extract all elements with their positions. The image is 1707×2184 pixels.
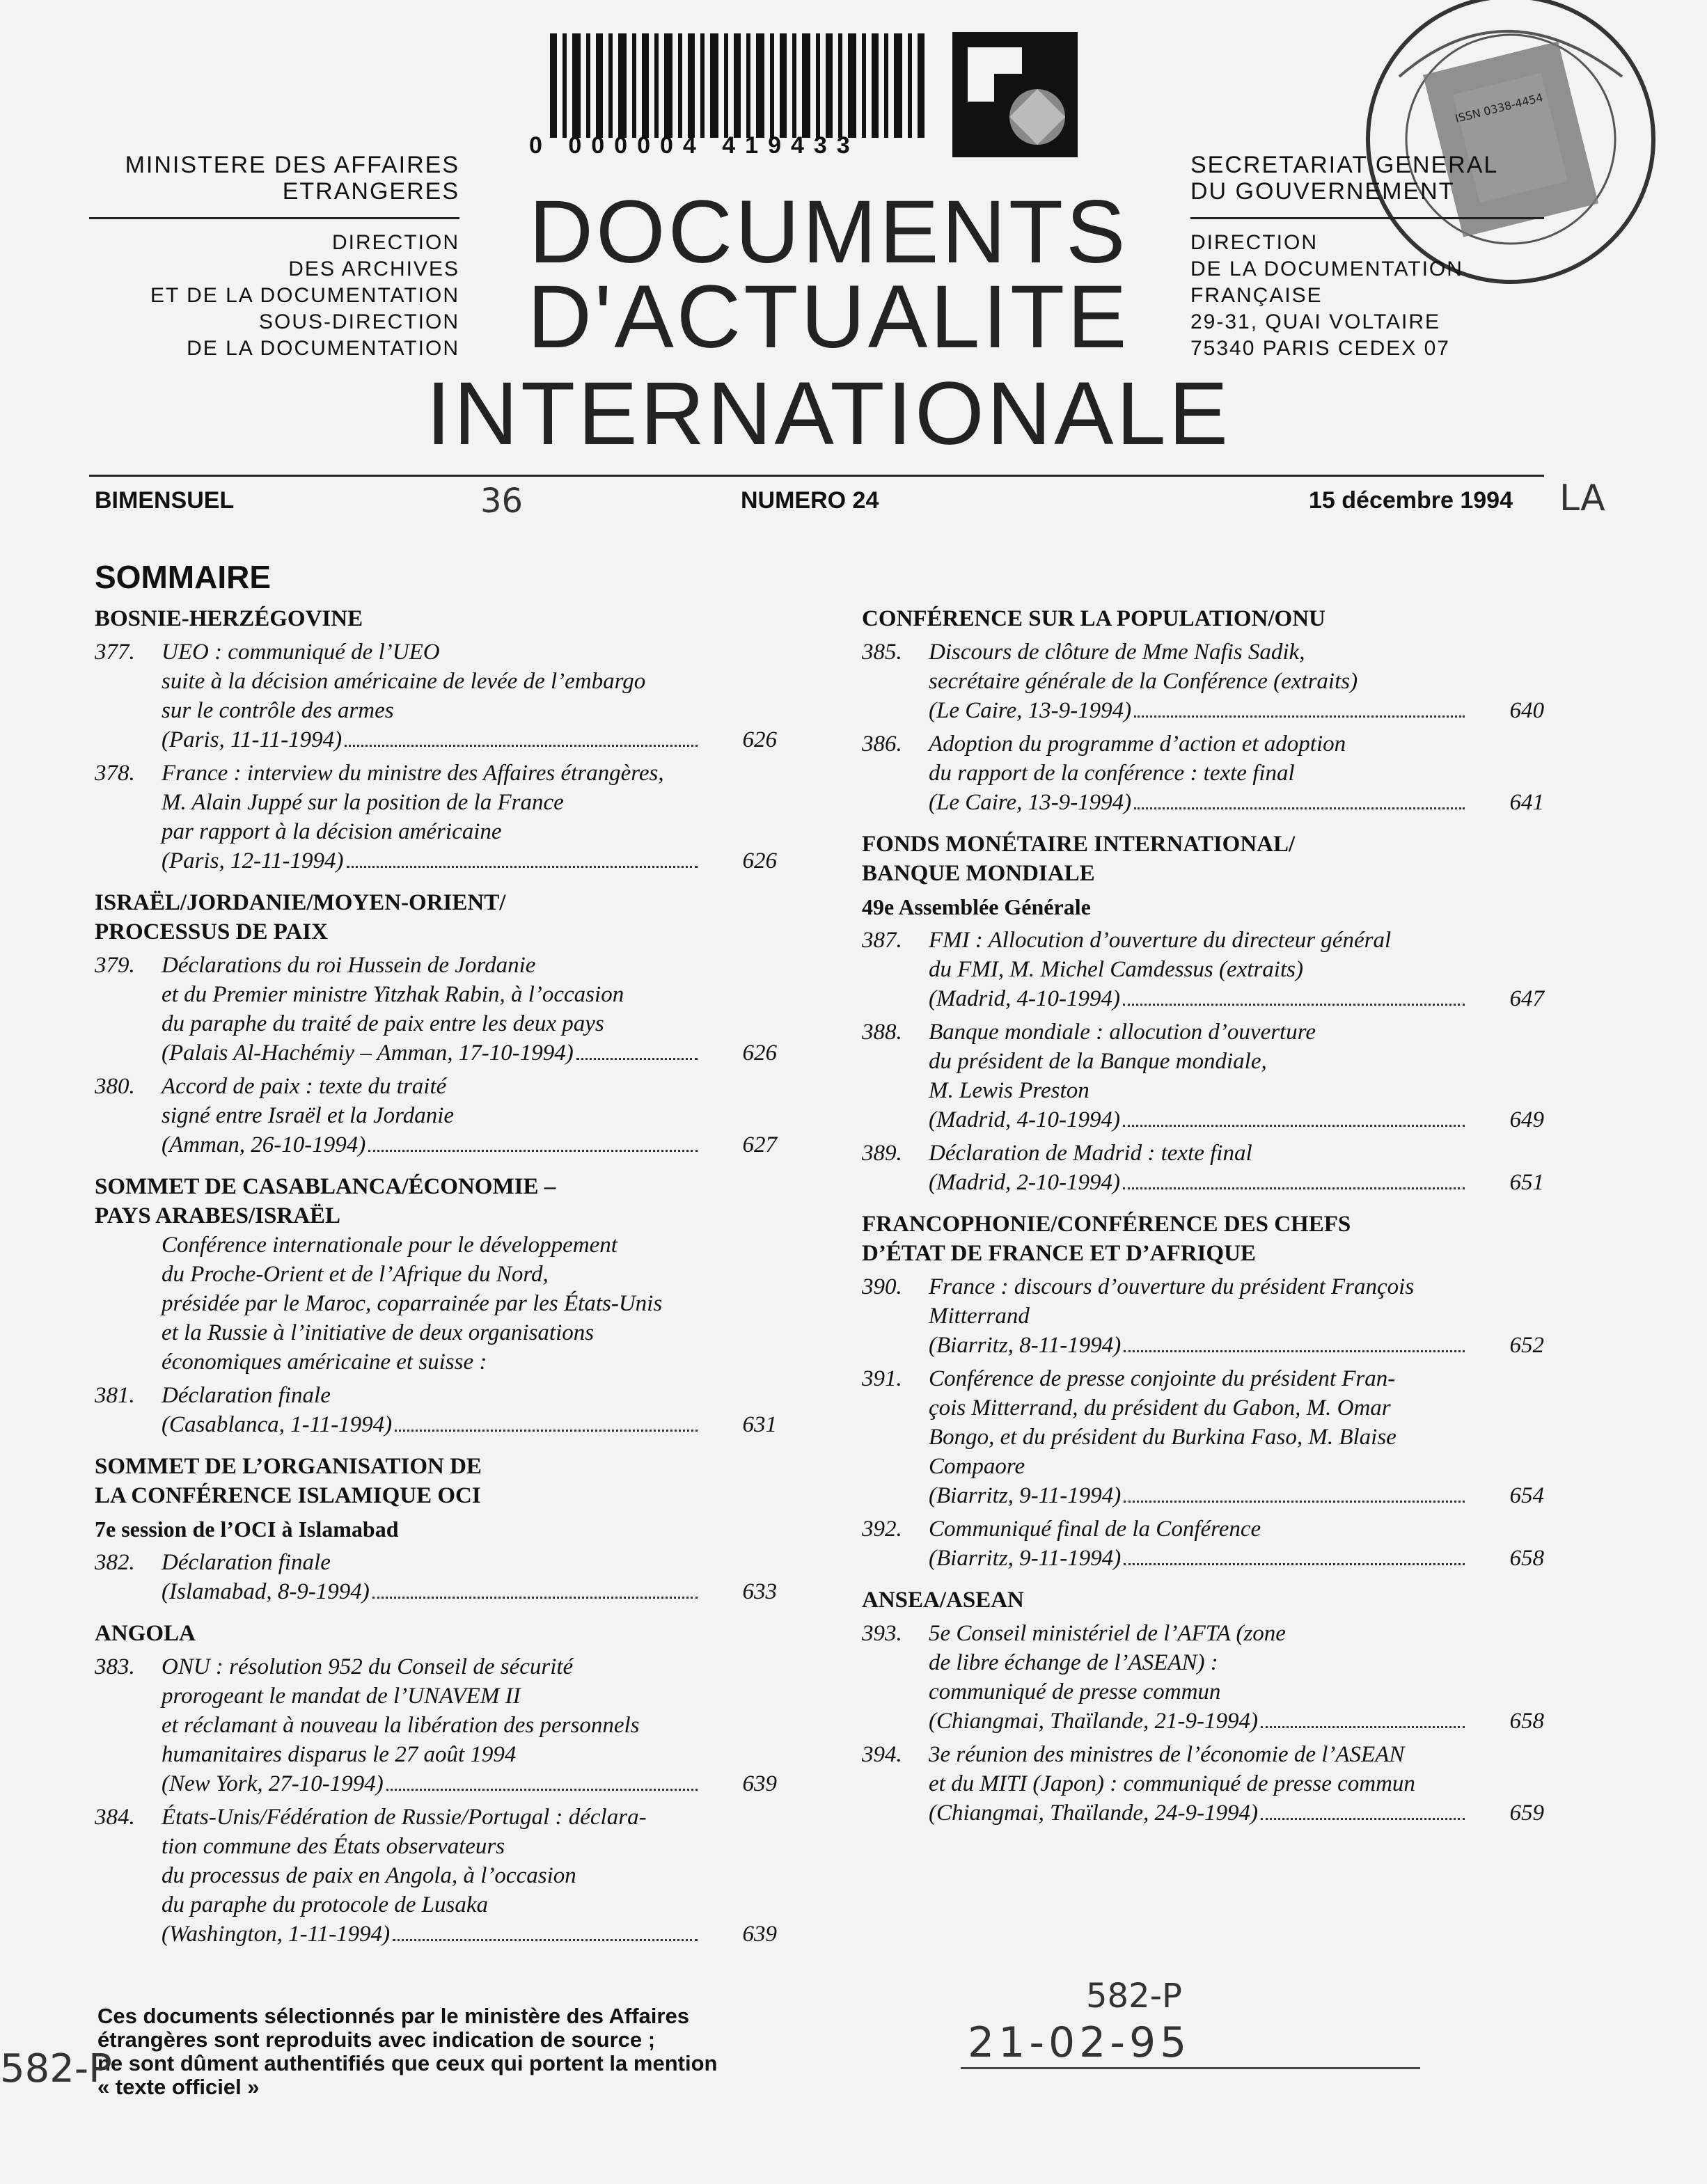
- barcode-number: 0 000004 419433: [529, 132, 860, 159]
- sommaire-title: SOMMAIRE: [95, 559, 271, 595]
- toc-entry-391[interactable]: 391. Conférence de presse conjointe du président Fran- çois Mitterrand, du président du Gabon, M. Omar Bongo, et du président du Burkina Faso, M. Blaise Compaore (Biarritz, 9-11-1994) 654: [862, 1366, 1544, 1508]
- section-heading: SOMMET DE CASABLANCA/ÉCONOMIE – PAYS ARABES/ISRAËL: [95, 1174, 556, 1228]
- underline: [961, 2067, 1420, 2069]
- toc-left-column: [95, 604, 777, 1949]
- title-line-2: D'ACTUALITE: [527, 267, 1130, 367]
- toc-entry-377[interactable]: 377. UEO : communiqué de l’UEO suite à la décision américaine de levée de l’embargo sur le contrôle des armes (Paris, 11-11-1994) 626: [95, 640, 777, 752]
- handwritten-margin-ref: 582-P: [0, 2046, 112, 2091]
- section-subheading: 49e Assemblée Générale: [862, 894, 1091, 919]
- toc-entry-394[interactable]: 394. 3e réunion des ministres de l’économie de l’ASEAN et du MITI (Japon) : communiqué de presse commun (Chiangmai, Thaïlande, 24-9-1994) 659: [862, 1742, 1544, 1826]
- publication-logo: [952, 32, 1078, 157]
- toc-entry-378[interactable]: 378. France : interview du ministre des Affaires étrangères, M. Alain Juppé sur la position de la France par rapport à la décision américaine (Paris, 12-11-1994) 626: [95, 761, 777, 873]
- section-heading: FONDS MONÉTAIRE INTERNATIONAL/ BANQUE MONDIALE: [862, 832, 1296, 886]
- title-line-1: DOCUMENTS: [528, 182, 1128, 282]
- stamp-issn: ISSN 0338-4454: [1454, 90, 1545, 126]
- section-heading: ANGOLA: [95, 1621, 196, 1646]
- direction-right: DIRECTION DE LA DOCUMENTATION FRANÇAISE 29-31, QUAI VOLTAIRE 75340 PARIS CEDEX 07: [1190, 231, 1463, 360]
- section-heading: CONFÉRENCE SUR LA POPULATION/ONU: [862, 606, 1326, 631]
- title-line-3: INTERNATIONALE: [426, 364, 1231, 464]
- section-intro: Conférence internationale pour le développement du Proche-Orient et de l’Afrique du Nord, présidée par le Maroc, coparrainée par les États-Unis et la Russie à l’initiative de deux organisations économiques américaine et suisse :: [162, 1233, 663, 1375]
- direction-left: DIRECTION DES ARCHIVES ET DE LA DOCUMENTATION SOUS-DIRECTION DE LA DOCUMENTATION: [150, 231, 459, 360]
- toc-entry-390[interactable]: 390. France : discours d’ouverture du président François Mitterrand (Biarritz, 8-11-1994) 652: [862, 1274, 1544, 1358]
- section-heading: FRANCOPHONIE/CONFÉRENCE DES CHEFS D’ÉTAT DE FRANCE ET D’AFRIQUE: [862, 1212, 1351, 1266]
- footnote: Ces documents sélectionnés par le ministère des Affaires étrangères sont reproduits avec indication de source ; ne sont dûment authentifiés que ceux qui portent la mention « texte officiel »: [97, 2004, 718, 2099]
- info-bar-rule: [89, 475, 1544, 477]
- barcode: [550, 33, 926, 138]
- toc-entry-381[interactable]: 381. Déclaration finale (Casablanca, 1-11-1994) 631: [95, 1383, 777, 1437]
- section-heading: BOSNIE-HERZÉGOVINE: [95, 606, 363, 631]
- toc-entry-389[interactable]: 389. Déclaration de Madrid : texte final (Madrid, 2-10-1994) 651: [862, 1141, 1544, 1195]
- toc-entry-392[interactable]: 392. Communiqué final de la Conférence (Biarritz, 9-11-1994) 658: [862, 1517, 1544, 1571]
- toc-entry-382[interactable]: 382. Déclaration finale (Islamabad, 8-9-1994) 633: [95, 1550, 777, 1604]
- section-heading: ISRAËL/JORDANIE/MOYEN-ORIENT/ PROCESSUS DE PAIX: [95, 890, 506, 944]
- handwritten-date: 21-02-95: [968, 2018, 1191, 2067]
- toc-entry-388[interactable]: 388. Banque mondiale : allocution d’ouverture du président de la Banque mondiale, M. Lewis Preston (Madrid, 4-10-1994) 649: [862, 1020, 1544, 1132]
- ministry-header: MINISTERE DES AFFAIRES ETRANGERES: [125, 152, 459, 205]
- secretariat-header: SECRETARIAT GENERAL DU GOUVERNEMENT: [1190, 152, 1499, 205]
- toc-right-column: [862, 604, 1544, 1828]
- handwritten-mark: LA: [1559, 477, 1605, 519]
- toc-entry-384[interactable]: 384. États-Unis/Fédération de Russie/Portugal : déclara- tion commune des États observateurs du processus de paix en Angola, à l’occasion du paraphe du protocole de Lusaka (Washington, 1-11-1994) 639: [95, 1805, 777, 1947]
- section-heading: SOMMET DE L’ORGANISATION DE LA CONFÉRENCE ISLAMIQUE OCI: [95, 1454, 482, 1508]
- frequency: BIMENSUEL: [95, 487, 235, 514]
- section-subheading: 7e session de l’OCI à Islamabad: [95, 1517, 399, 1542]
- section-heading: ANSEA/ASEAN: [862, 1588, 1024, 1613]
- handwritten-number: 36: [480, 482, 524, 521]
- toc-entry-383[interactable]: 383. ONU : résolution 952 du Conseil de sécurité prorogeant le mandat de l’UNAVEM II et réclamant à nouveau la libération des personnels humanitaires disparus le 27 août 1994 (New York, 27-10-1994) 639: [95, 1654, 777, 1796]
- handwritten-ref: 582-P: [1086, 1977, 1182, 2016]
- issue-date: 15 décembre 1994: [1309, 487, 1513, 514]
- issue-number: NUMERO 24: [741, 487, 879, 514]
- divider: [89, 217, 459, 219]
- toc-entry-379[interactable]: 379. Déclarations du roi Hussein de Jordanie et du Premier ministre Yitzhak Rabin, à l’occasion du paraphe du traité de paix entre les deux pays (Palais Al-Hachémiy – Amman, 17-10-1994) 626: [95, 953, 777, 1066]
- toc-entry-393[interactable]: 393. 5e Conseil ministériel de l’AFTA (zone de libre échange de l’ASEAN) : communiqué de presse commun (Chiangmai, Thaïlande, 21-9-1994) 658: [862, 1621, 1544, 1734]
- toc-entry-385[interactable]: 385. Discours de clôture de Mme Nafis Sadik, secrétaire générale de la Conférence (extraits) (Le Caire, 13-9-1994) 640: [862, 640, 1544, 723]
- toc-entry-387[interactable]: 387. FMI : Allocution d’ouverture du directeur général du FMI, M. Michel Camdessus (extraits) (Madrid, 4-10-1994) 647: [862, 928, 1544, 1011]
- toc-entry-380[interactable]: 380. Accord de paix : texte du traité signé entre Israël et la Jordanie (Amman, 26-10-1994) 627: [95, 1074, 777, 1157]
- toc-entry-386[interactable]: 386. Adoption du programme d’action et adoption du rapport de la conférence : texte final (Le Caire, 13-9-1994) 641: [862, 731, 1544, 815]
- divider: [1190, 217, 1544, 219]
